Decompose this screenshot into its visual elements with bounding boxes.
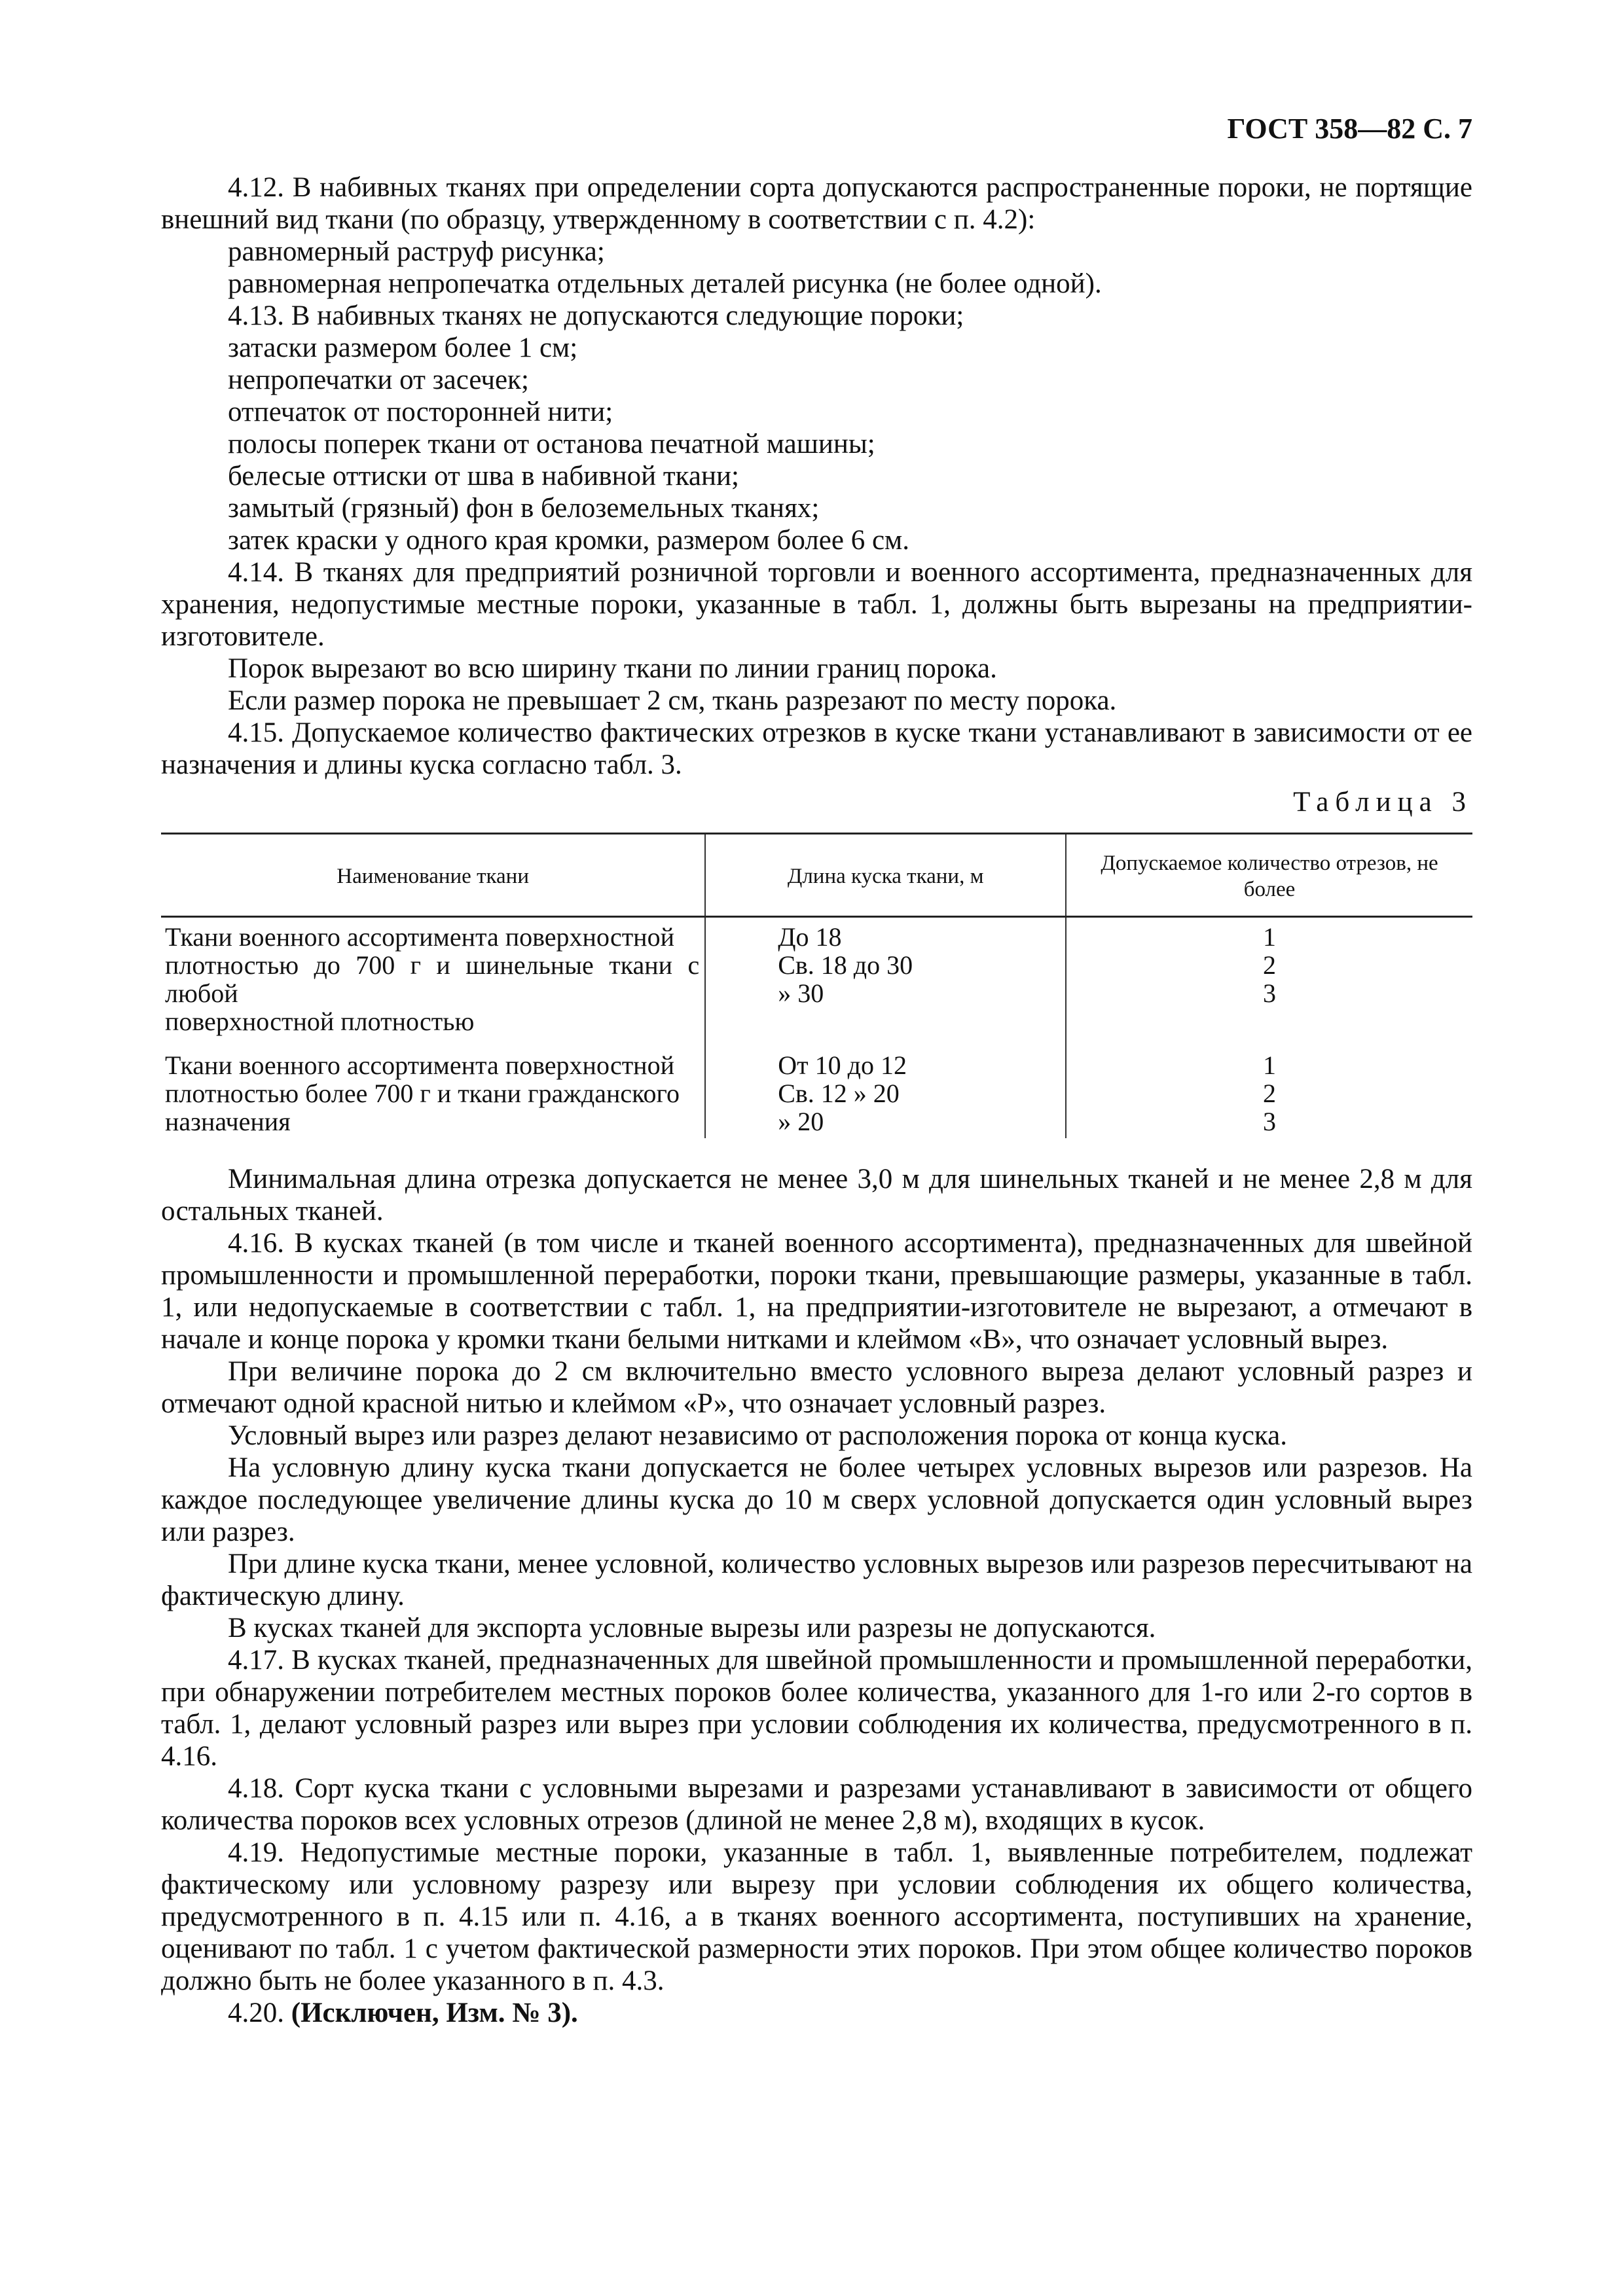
- paragraph-4-13: 4.13. В набивных тканях не допускаются следующие пороки;: [228, 300, 964, 331]
- excluded-note: (Исключен, Изм. № 3).: [291, 1998, 578, 2028]
- cell-line: 1: [1263, 922, 1277, 952]
- paragraph: При величине порока до 2 см включительно вместо условного выреза делают условный разрез и отмечают одной красной нитью и клеймом «Р», что означает условный разрез.: [161, 1356, 1472, 1419]
- column-header-length: Длина куска ткани, м: [705, 834, 1066, 917]
- count-cell: [1066, 1035, 1472, 1138]
- fabric-name-cell: [161, 917, 705, 1036]
- cell-line: Ткани военного ассортимента поверхностной: [165, 922, 674, 952]
- fabric-name-cell: [161, 1035, 705, 1138]
- cell-line: плотностью более 700 г и ткани гражданского: [165, 1079, 680, 1108]
- paragraph: Минимальная длина отрезка допускается не менее 3,0 м для шинельных тканей и не менее 2,8 м для остальных тканей.: [161, 1164, 1472, 1227]
- cell-line: 2: [1263, 1079, 1277, 1108]
- cell-line: Ткани военного ассортимента поверхностной: [165, 1050, 674, 1080]
- page-header: ГОСТ 358—82 С. 7: [1227, 113, 1472, 145]
- paragraph-4-18: 4.18. Сорт куска ткани с условными вырезами и разрезами устанавливают в зависимости от общего количества пороков всех условных отрезов (длиной не менее 2,8 м), входящих в кусок.: [161, 1773, 1472, 1836]
- length-cell: [705, 917, 1066, 1036]
- cell-line: 3: [1263, 978, 1277, 1008]
- paragraph-4-15: 4.15. Допускаемое количество фактических отрезков в куске ткани устанавливают в зависимости от ее назначения и длины куска согласно табл. 3.: [161, 717, 1472, 780]
- cell-line: 3: [1263, 1107, 1277, 1136]
- list-item: замытый (грязный) фон в белоземельных тканях;: [228, 493, 820, 524]
- cell-line: » 20: [778, 1107, 824, 1136]
- column-header-name: Наименование ткани: [161, 834, 705, 917]
- paragraph-4-19: 4.19. Недопустимые местные пороки, указанные в табл. 1, выявленные потребителем, подлежат фактическому или условному разрезу или вырезу при условии соблюдения их общего количества, предусмотренного в п. 4.15 или п. 4.16, а в тканях военного ассортимента, поступивших на хранение, оценивают по табл. 1 с учетом фактической размерности этих пороков. При этом общее количество пороков должно быть не более указанного в п. 4.3.: [161, 1837, 1472, 1996]
- cell-line: плотностью до 700 г и шинельные ткани с любой: [165, 950, 700, 1008]
- length-cell: [705, 1035, 1066, 1138]
- cell-line: 2: [1263, 950, 1277, 980]
- cell-line: Св. 12 » 20: [778, 1079, 900, 1108]
- cell-line: От 10 до 12: [778, 1050, 907, 1080]
- paragraph: В кусках тканей для экспорта условные вырезы или разрезы не допускаются.: [228, 1613, 1156, 1643]
- paragraph: На условную длину куска ткани допускается не более четырех условных вырезов или разрезов. На каждое последующее увеличение длины куска до 10 м сверх условной допускается один условный вырез или разрез.: [161, 1452, 1472, 1547]
- cell-line: назначения: [165, 1107, 291, 1136]
- section-block-2: [161, 1163, 1472, 2029]
- paragraph: Условный вырез или разрез делают независимо от расположения порока от конца куска.: [228, 1420, 1287, 1451]
- paragraph-4-14: 4.14. В тканях для предприятий розничной торговли и военного ассортимента, предназначенных для хранения, недопустимые местные пороки, указанные в табл. 1, должны быть вырезаны на предприятии-изготовителе.: [161, 557, 1472, 652]
- paragraph-4-20: [161, 1997, 1472, 2029]
- list-item: равномерная непропечатка отдельных деталей рисунка (не более одной).: [228, 268, 1102, 299]
- paragraph-4-12: 4.12. В набивных тканях при определении сорта допускаются распространенные пороки, не портящие внешний вид ткани (по образцу, утвержденному в соответствии с п. 4.2):: [161, 172, 1472, 235]
- list-item: отпечаток от посторонней нити;: [228, 397, 613, 427]
- table-header-row: [161, 834, 1472, 917]
- cell-line: До 18: [778, 922, 842, 952]
- clause-number: 4.20.: [228, 1998, 284, 2028]
- list-item: затаски размером более 1 см;: [228, 332, 578, 363]
- cell-line: 1: [1263, 1050, 1277, 1080]
- paragraph-4-17: 4.17. В кусках тканей, предназначенных для швейной промышленности и промышленной переработки, при обнаружении потребителем местных пороков более количества, указанного для 1-го или 2-го сортов в табл. 1, делают условный разрез или вырез при условии соблюдения их количества, предусмотренного в п. 4.16.: [161, 1645, 1472, 1772]
- cell-line: » 30: [778, 978, 824, 1008]
- column-header-count: Допускаемое количество отрезов, не более: [1066, 834, 1472, 917]
- section-block-1: [161, 171, 1472, 781]
- paragraph-4-16: 4.16. В кусках тканей (в том числе и тканей военного ассортимента), предназначенных для швейной промышленности и промышленной переработки, пороки ткани, превышающие размеры, указанные в табл. 1, или недопускаемые в соответствии с табл. 1, на предприятии-изготовителе не вырезают, а отмечают в начале и конце порока у кромки ткани белыми нитками и клеймом «В», что означает условный вырез.: [161, 1228, 1472, 1355]
- paragraph: Порок вырезают во всю ширину ткани по линии границ порока.: [228, 653, 997, 684]
- paragraph: Если размер порока не превышает 2 см, ткань разрезают по месту порока.: [228, 685, 1117, 716]
- list-item: полосы поперек ткани от останова печатной машины;: [228, 429, 875, 459]
- table-row: [161, 917, 1472, 1036]
- list-item: белесые оттиски от шва в набивной ткани;: [228, 461, 739, 492]
- cell-line: Св. 18 до 30: [778, 950, 913, 980]
- count-cell: [1066, 917, 1472, 1036]
- paragraph: При длине куска ткани, менее условной, количество условных вырезов или разрезов пересчитывают на фактическую длину.: [161, 1549, 1472, 1611]
- cell-line: поверхностной плотностью: [165, 1007, 475, 1036]
- table-row: [161, 1035, 1472, 1138]
- list-item: непропечатки от засечек;: [228, 365, 529, 395]
- list-item: равномерный раструф рисунка;: [228, 236, 605, 267]
- table-caption: Таблица 3: [1293, 787, 1472, 817]
- table-3: [161, 833, 1472, 1138]
- list-item: затек краски у одного края кромки, размером более 6 см.: [228, 525, 909, 556]
